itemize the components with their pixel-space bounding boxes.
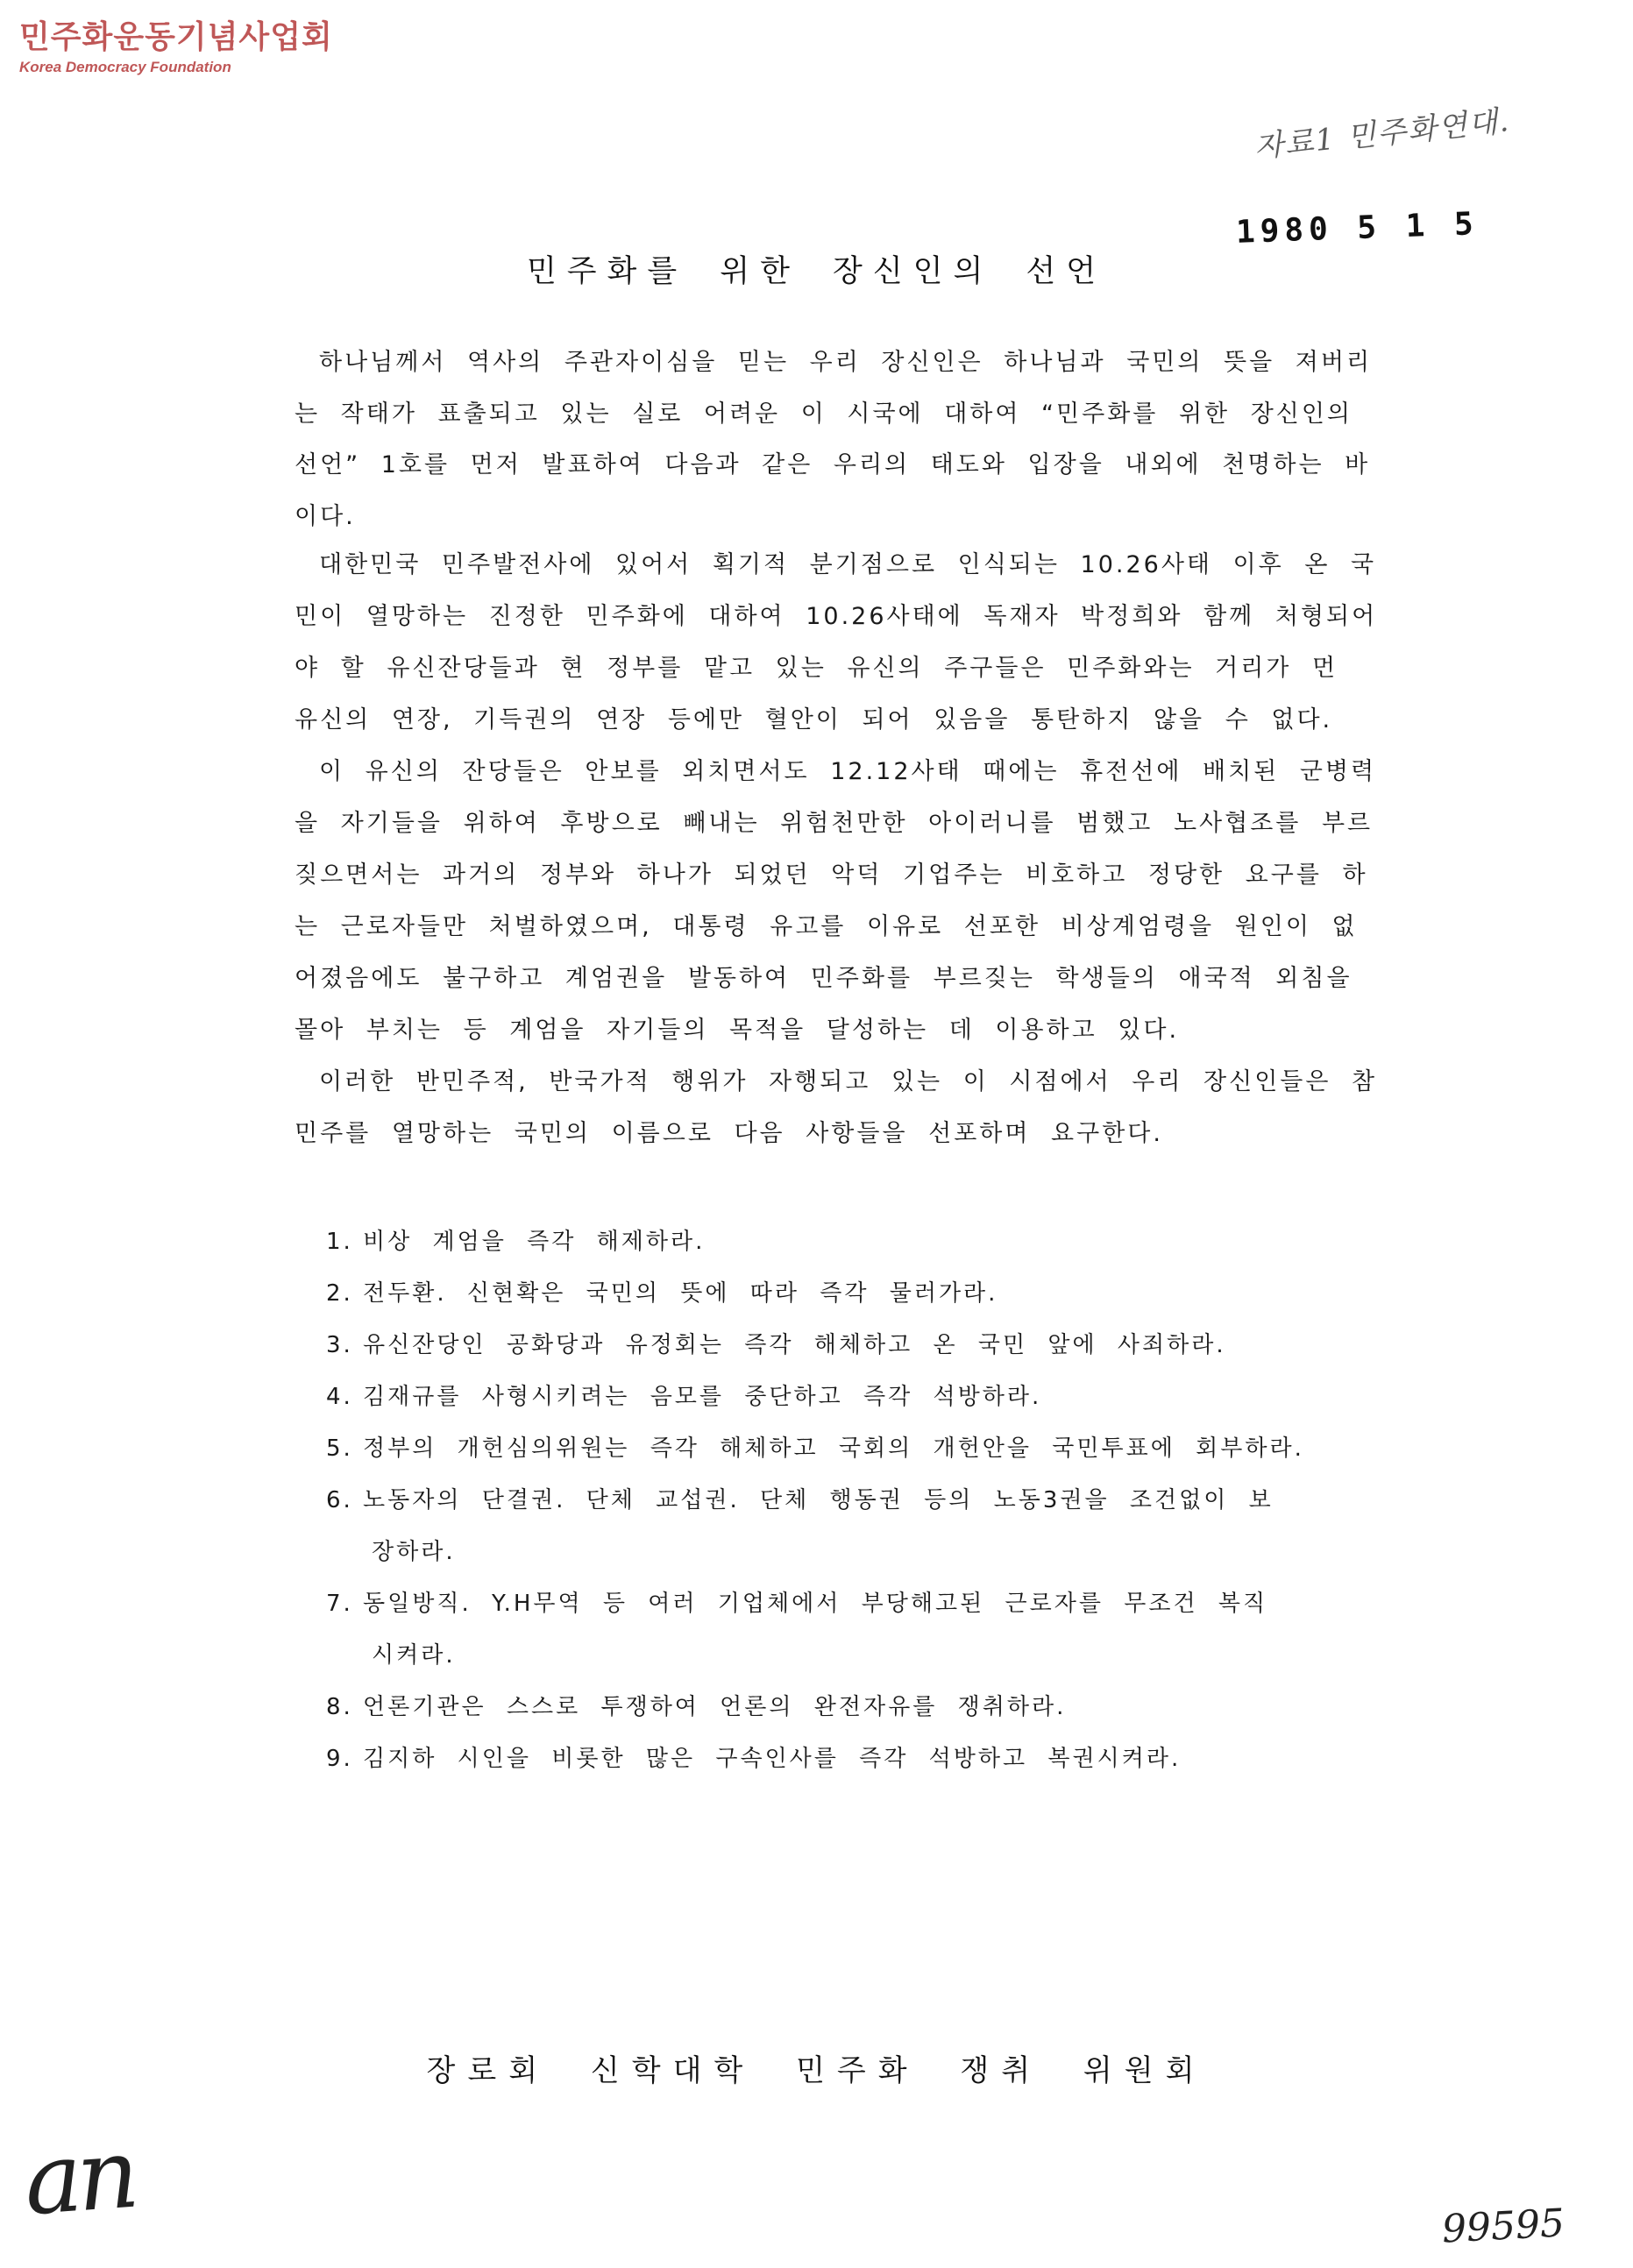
body-section xyxy=(295,539,1381,1159)
demand-number: 2. xyxy=(326,1280,353,1307)
foundation-watermark xyxy=(19,12,333,76)
demands-list xyxy=(326,1216,1308,1785)
demand-text: 언론기관은 스스로 투쟁하여 언론의 완전자유를 쟁취하라. xyxy=(363,1694,1067,1720)
demand-number: 6. xyxy=(326,1487,353,1513)
demand-text: 비상 계엄을 즉각 해제하라. xyxy=(363,1229,706,1255)
demand-number: 8. xyxy=(326,1694,353,1720)
watermark-korean: 민주화운동기념사업회 xyxy=(19,19,333,55)
demand-item xyxy=(326,1682,1308,1733)
demand-text: 정부의 개헌심의위원는 즉각 해체하고 국회의 개헌안을 국민투표에 회부하라. xyxy=(363,1435,1304,1462)
date-stamp: 1980 5 1 5 xyxy=(1235,206,1480,251)
demand-item xyxy=(326,1320,1308,1371)
demand-item xyxy=(326,1216,1308,1268)
demand-item xyxy=(326,1268,1308,1320)
demand-text: 김재규를 사형시키려는 음모를 중단하고 즉각 석방하라. xyxy=(363,1384,1042,1410)
watermark-english: Korea Democracy Foundation xyxy=(19,59,231,75)
demand-text: 동일방직. Y.H무역 등 여러 기업체에서 부당해고된 근로자를 무조건 복직 xyxy=(363,1591,1268,1617)
demand-item xyxy=(326,1423,1308,1475)
archive-number: 99595 xyxy=(1440,2201,1566,2252)
demand-number: 7. xyxy=(326,1591,353,1617)
intro-text: 하나님께서 역사의 주관자이심을 믿는 우리 장신인은 하나님과 국민의 뜻을 져버리는 작태가 표출되고 있는 실로 어려운 이 시국에 대하여 “민주화를 위한 장신인의 선언” 1호를 먼저 발표하여 다음과 같은 우리의 태도와 입장을 내외에 천명하는 바이다. xyxy=(295,349,1373,530)
demand-text: 김지하 시인을 비롯한 많은 구속인사를 즉각 석방하고 복권시켜라. xyxy=(363,1746,1182,1772)
demand-continuation: 장하라. xyxy=(372,1539,456,1565)
demand-item xyxy=(326,1475,1308,1578)
handwritten-note: 자료1 민주화연대. xyxy=(1253,103,1512,166)
handwritten-margin-mark: an xyxy=(20,2116,138,2237)
demand-item xyxy=(326,1578,1308,1682)
document-title: 민주화를 위한 장신인의 선언 xyxy=(526,254,1107,289)
intro-paragraph xyxy=(295,337,1381,542)
demand-number: 1. xyxy=(326,1229,353,1255)
body-paragraph: 이러한 반민주적, 반국가적 행위가 자행되고 있는 이 시점에서 우리 장신인들은 참 민주를 열망하는 국민의 이름으로 다음 사항들을 선포하며 요구한다. xyxy=(295,1068,1378,1147)
demand-number: 4. xyxy=(326,1384,353,1410)
signature-committee: 장로회 신학대학 민주화 쟁취 위원회 xyxy=(426,2053,1207,2088)
demand-text: 노동자의 단결권. 단체 교섭권. 단체 행동권 등의 노동3권을 조건없이 보 xyxy=(363,1487,1274,1513)
demand-item xyxy=(326,1733,1308,1785)
demand-text: 유신잔당인 공화당과 유정회는 즉각 해체하고 온 국민 앞에 사죄하라. xyxy=(363,1332,1226,1358)
body-paragraph: 이 유신의 잔당들은 안보를 외치면서도 12.12사태 때에는 휴전선에 배치된 군병력을 자기들을 위하여 후방으로 빼내는 위험천만한 아이러니를 범했고 노사협조를 부르짖으면서는 과거의 정부와 하나가 되었던 악덕 기업주는 비호하고 정당한 요구를 하는 근로자들만 처벌하였으며, 대통령 유고를 이유로 선포한 비상계엄령을 원인이 없어졌음에도 불구하고 계엄권을 발동하여 민주화를 부르짖는 학생들의 애국적 외침을 몰아 부치는 등 계엄을 자기들의 목적을 달성하는 데 이용하고 있다. xyxy=(295,758,1377,1044)
demand-number: 9. xyxy=(326,1746,353,1772)
demand-number: 5. xyxy=(326,1435,353,1462)
body-paragraph: 대한민국 민주발전사에 있어서 획기적 분기점으로 인식되는 10.26사태 이후 온 국민이 열망하는 진정한 민주화에 대하여 10.26사태에 독재자 박정희와 함께 처형되어야 할 유신잔당들과 현 정부를 맡고 있는 유신의 주구들은 민주화와는 거리가 먼 유신의 연장, 기득권의 연장 등에만 혈안이 되어 있음을 통탄하지 않을 수 없다. xyxy=(295,551,1378,734)
demand-item xyxy=(326,1371,1308,1423)
demand-text: 전두환. 신현확은 국민의 뜻에 따라 즉각 물러가라. xyxy=(363,1280,998,1307)
demand-continuation: 시켜라. xyxy=(372,1642,456,1669)
demand-number: 3. xyxy=(326,1332,353,1358)
